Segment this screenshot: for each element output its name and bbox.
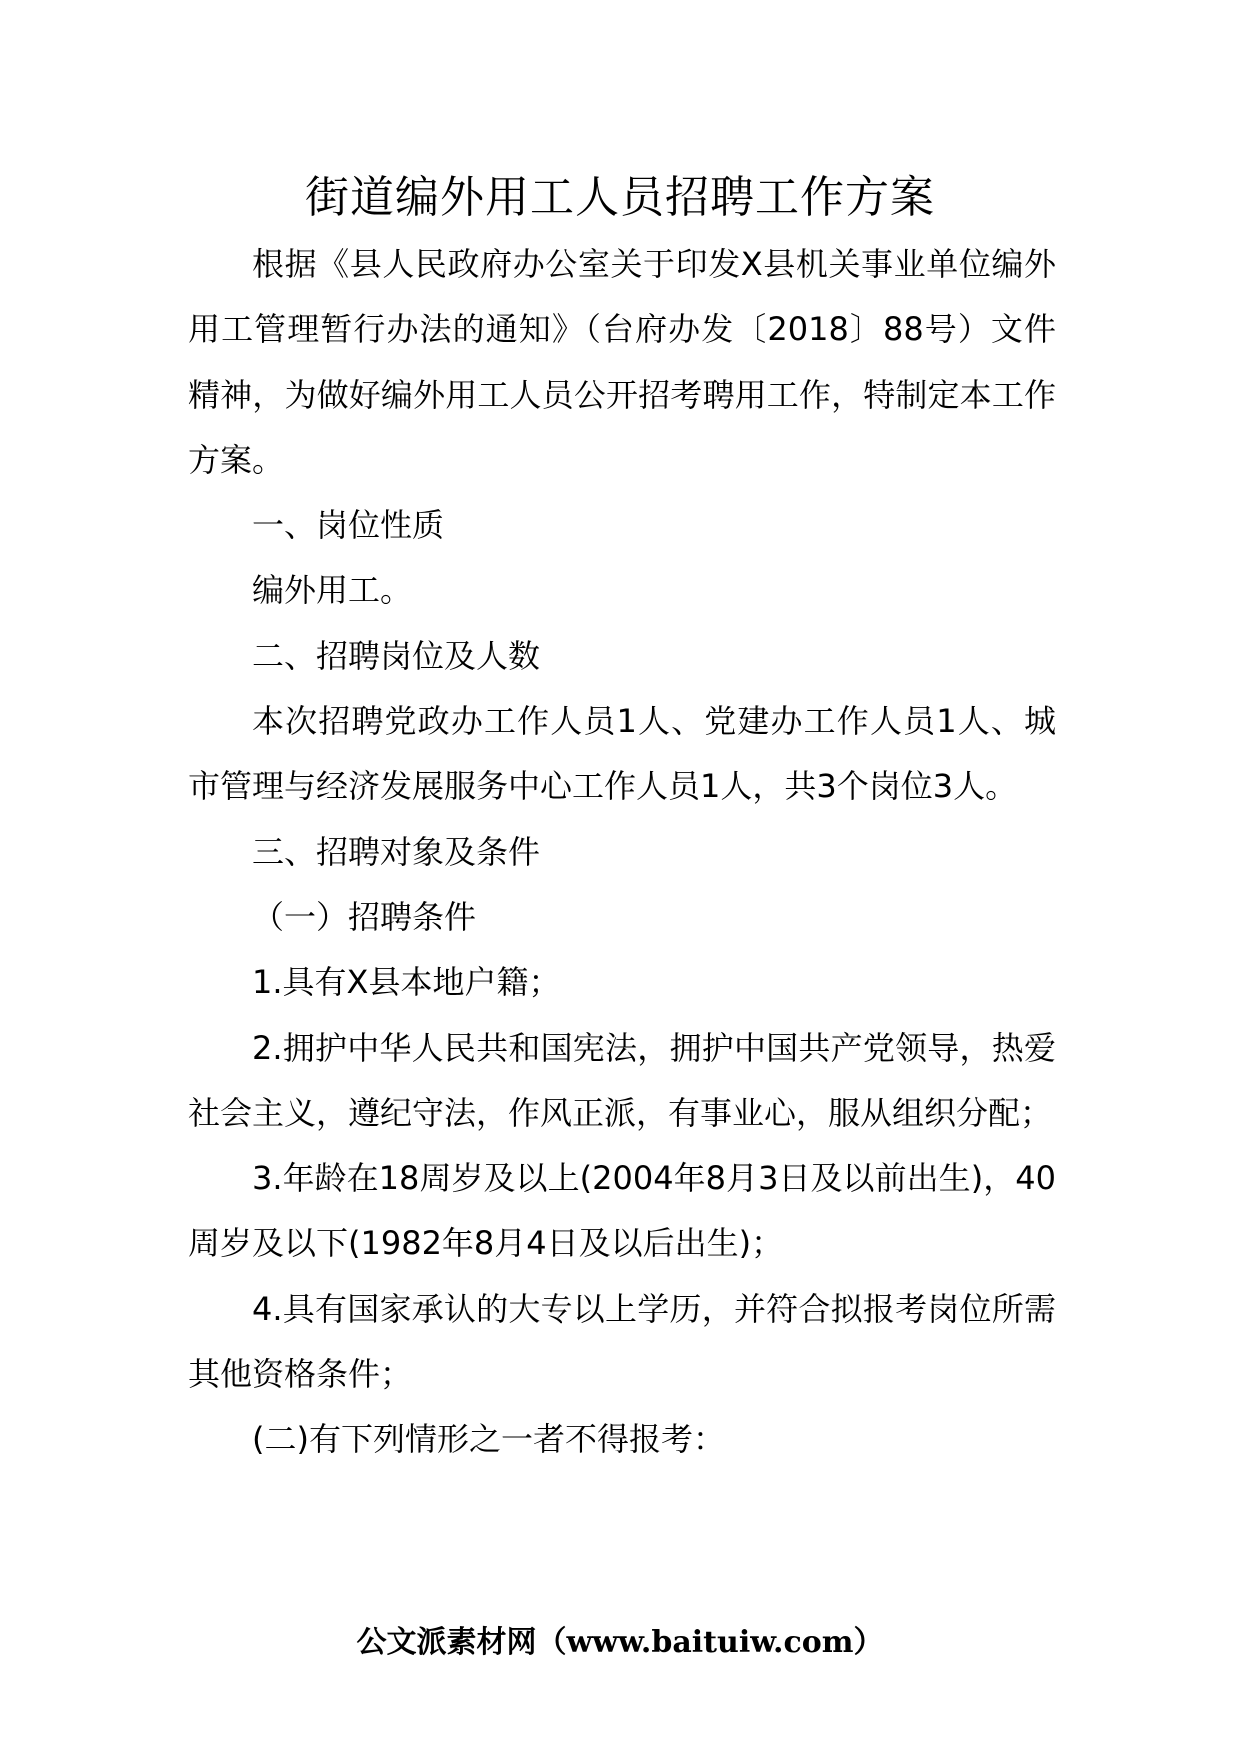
document-title: 街道编外用工人员招聘工作方案 (305, 172, 935, 223)
section-heading-positions-count: 二、招聘岗位及人数 (252, 636, 541, 675)
condition-item-4: 4.具有国家承认的大专以上学历，并符合拟报考岗位所需其他资格条件； (188, 1289, 1056, 1394)
subheading-disqualifications: (二)有下列情形之一者不得报考： (252, 1420, 725, 1459)
condition-item-3: 3.年龄在18周岁及以上(2004年8月3日及以前出生)，40周岁及以下(1982年8月4日及以后出生)； (188, 1159, 1056, 1263)
section-heading-targets-conditions: 三、招聘对象及条件 (252, 832, 541, 871)
paragraph-positions-count: 本次招聘党政办工作人员1人、党建办工作人员1人、城市管理与经济发展服务中心工作人员1人，共3个岗位3人。 (188, 702, 1056, 806)
section-heading-position-nature: 一、岗位性质 (252, 506, 445, 545)
footer-watermark: 公文派素材网（www.baituiw.com） (356, 1625, 884, 1660)
paragraph-position-nature: 编外用工。 (252, 571, 413, 610)
document-body (188, 232, 1056, 1473)
condition-item-1: 1.具有X县本地户籍； (252, 963, 561, 1002)
subheading-recruit-conditions: （一）招聘条件 (252, 897, 477, 936)
condition-item-2: 2.拥护中华人民共和国宪法，拥护中国共产党领导，热爱社会主义，遵纪守法，作风正派，有事业心，服从组织分配； (188, 1028, 1056, 1132)
paragraph-intro: 根据《县人民政府办公室关于印发X县机关事业单位编外用工管理暂行办法的通知》（台府办发〔2018〕88号）文件精神，为做好编外用工人员公开招考聘用工作，特制定本工作方案。 (188, 245, 1056, 479)
